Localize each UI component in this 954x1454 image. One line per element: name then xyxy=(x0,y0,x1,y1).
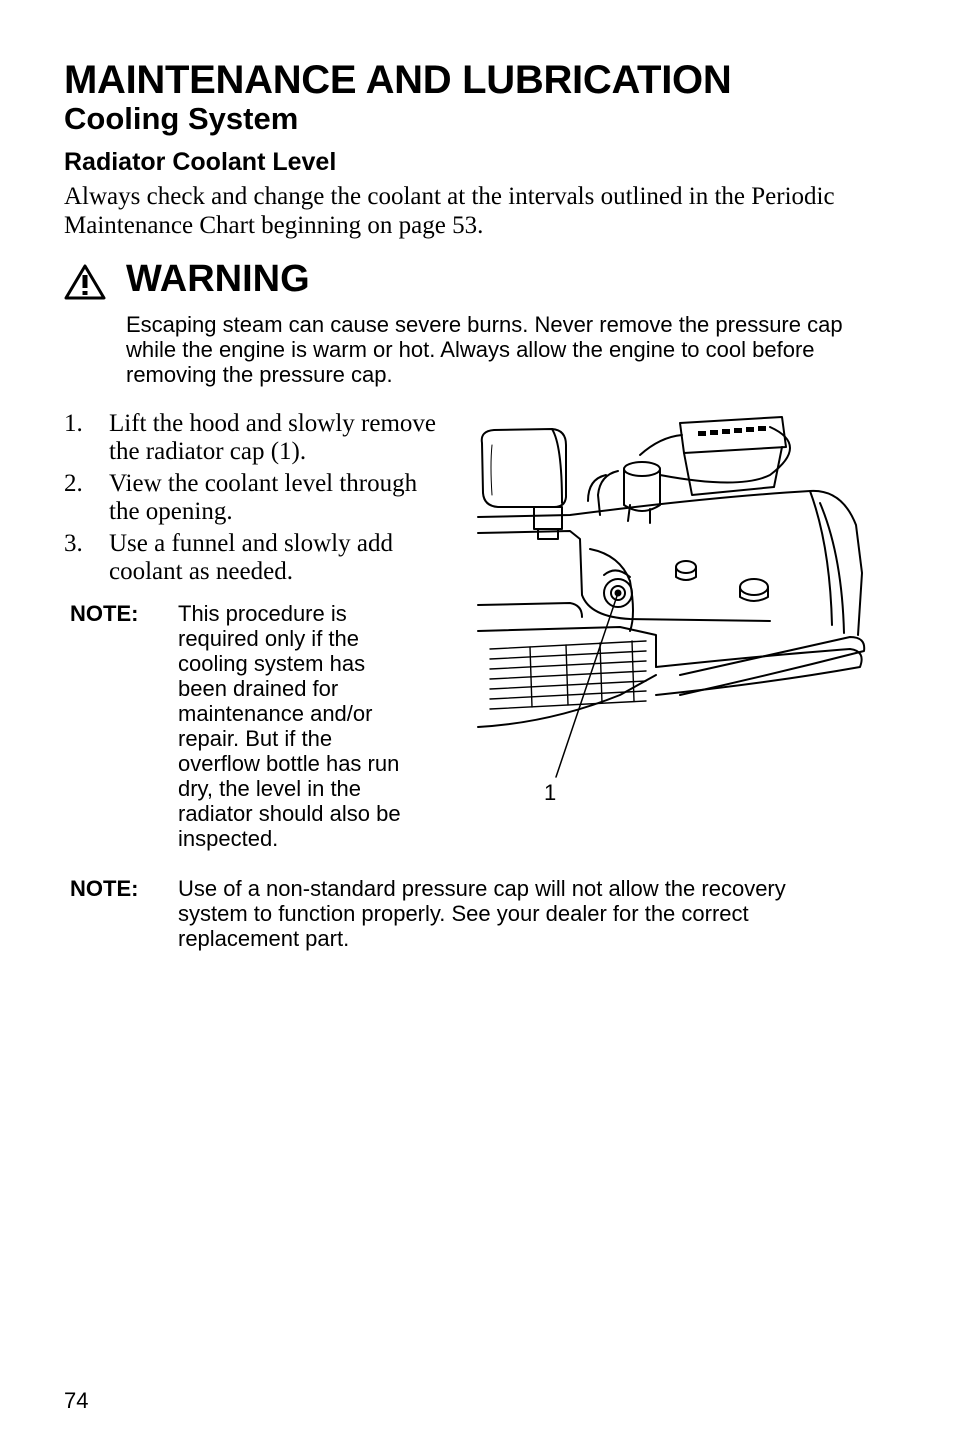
note-pressure-cap xyxy=(70,876,870,956)
note-text: This procedure is required only if the cooling system has been drained for maintenance and/or repair. But if the overflow bottle has run dry, the level in the radiator should also be inspected. xyxy=(178,601,401,851)
warning-text: Escaping steam can cause severe burns. Never remove the pressure cap while the engine is warm or hot. Always allow the engine to cool before removing the pressure cap. xyxy=(126,312,843,387)
radiator-cap-illustration xyxy=(470,405,870,815)
note-label: NOTE: xyxy=(70,601,139,626)
step-number: 2. xyxy=(64,470,83,497)
step-text: View the coolant level through the opening. xyxy=(109,470,418,525)
callout-label: 1 xyxy=(544,780,557,805)
warning-title: WARNING xyxy=(126,258,310,300)
note-text: Use of a non-standard pressure cap will not allow the recovery system to function properly. See your dealer for the correct replacement part. xyxy=(178,876,786,951)
procedure-steps xyxy=(64,410,444,590)
page-number: 74 xyxy=(64,1388,89,1413)
note-procedure xyxy=(70,601,410,861)
step-number: 3. xyxy=(64,530,83,557)
step-text: Lift the hood and slowly remove the radiator cap (1). xyxy=(109,410,437,465)
section-heading: Cooling System xyxy=(64,101,299,136)
note-label: NOTE: xyxy=(70,876,139,901)
warning-triangle-icon xyxy=(64,264,106,300)
page-title: MAINTENANCE AND LUBRICATION xyxy=(64,58,732,102)
list-item xyxy=(64,410,444,466)
intro-paragraph: Always check and change the coolant at the intervals outlined in the Periodic Maintenance Chart beginning on page 53. xyxy=(64,183,835,239)
list-item xyxy=(64,470,444,526)
list-item xyxy=(64,530,444,586)
step-text: Use a funnel and slowly add coolant as needed. xyxy=(109,530,393,585)
subsection-heading: Radiator Coolant Level xyxy=(64,148,337,176)
step-number: 1. xyxy=(64,410,83,437)
